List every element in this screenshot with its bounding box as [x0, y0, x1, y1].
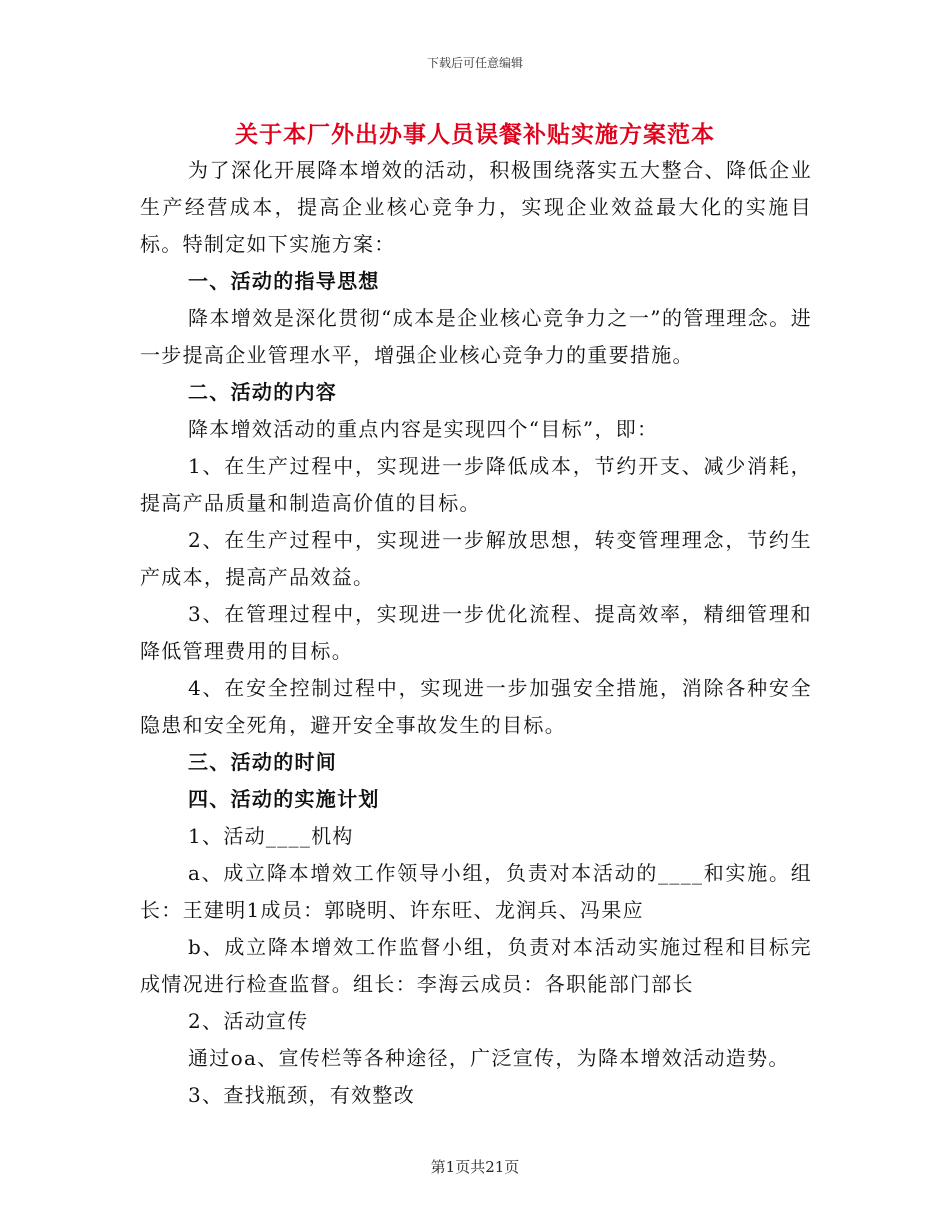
paragraph-plan-organization: 1、活动____机构 [188, 824, 354, 848]
document-body [140, 152, 812, 1114]
document-title: 关于本厂外出办事人员误餐补贴实施方案范本 [235, 122, 715, 148]
page-header: 下载后可任意编辑 [426, 56, 523, 70]
paragraph-goal-2: 2、在生产过程中，实现进一步解放思想，转变管理理念，节约生产成本，提高产品效益。 [140, 528, 812, 589]
heading-time: 三、活动的时间 [188, 750, 338, 774]
paragraph-intro: 为了深化开展降本增效的活动，积极围绕落实五大整合、降低企业生产经营成本，提高企业核心竞争力，实现企业效益最大化的实施目标。特制定如下实施方案： [140, 158, 812, 256]
paragraph-plan-bottleneck: 3、查找瓶颈，有效整改 [188, 1083, 416, 1107]
paragraph-goal-4: 4、在安全控制过程中，实现进一步加强安全措施，消除各种安全隐患和安全死角，避开安全事故发生的目标。 [140, 676, 812, 737]
paragraph-publicity-detail: 通过oa、宣传栏等各种途径，广泛宣传，为降本增效活动造势。 [188, 1046, 790, 1070]
paragraph-plan-publicity: 2、活动宣传 [188, 1009, 309, 1033]
paragraph-content-intro: 降本增效活动的重点内容是实现四个“目标”，即： [188, 417, 659, 441]
paragraph-guiding-thought: 降本增效是深化贯彻“成本是企业核心竞争力之一”的管理理念。进一步提高企业管理水平，增强企业核心竞争力的重要措施。 [140, 306, 812, 367]
paragraph-goal-1: 1、在生产过程中，实现进一步降低成本，节约开支、减少消耗，提高产品质量和制造高价值的目标。 [140, 454, 812, 515]
paragraph-supervision-group: b、成立降本增效工作监督小组，负责对本活动实施过程和目标完成情况进行检查监督。组长：李海云成员：各职能部门部长 [140, 935, 812, 996]
heading-plan: 四、活动的实施计划 [188, 787, 380, 811]
heading-content: 二、活动的内容 [188, 380, 338, 404]
paragraph-leading-group: a、成立降本增效工作领导小组，负责对本活动的____和实施。组长：王建明1成员：郭晓明、许东旺、龙润兵、冯果应 [140, 861, 812, 922]
page-number: 第1页共21页 [430, 1158, 520, 1176]
heading-guiding-thought: 一、活动的指导思想 [188, 269, 380, 293]
paragraph-goal-3: 3、在管理过程中，实现进一步优化流程、提高效率，精细管理和降低管理费用的目标。 [140, 602, 812, 663]
